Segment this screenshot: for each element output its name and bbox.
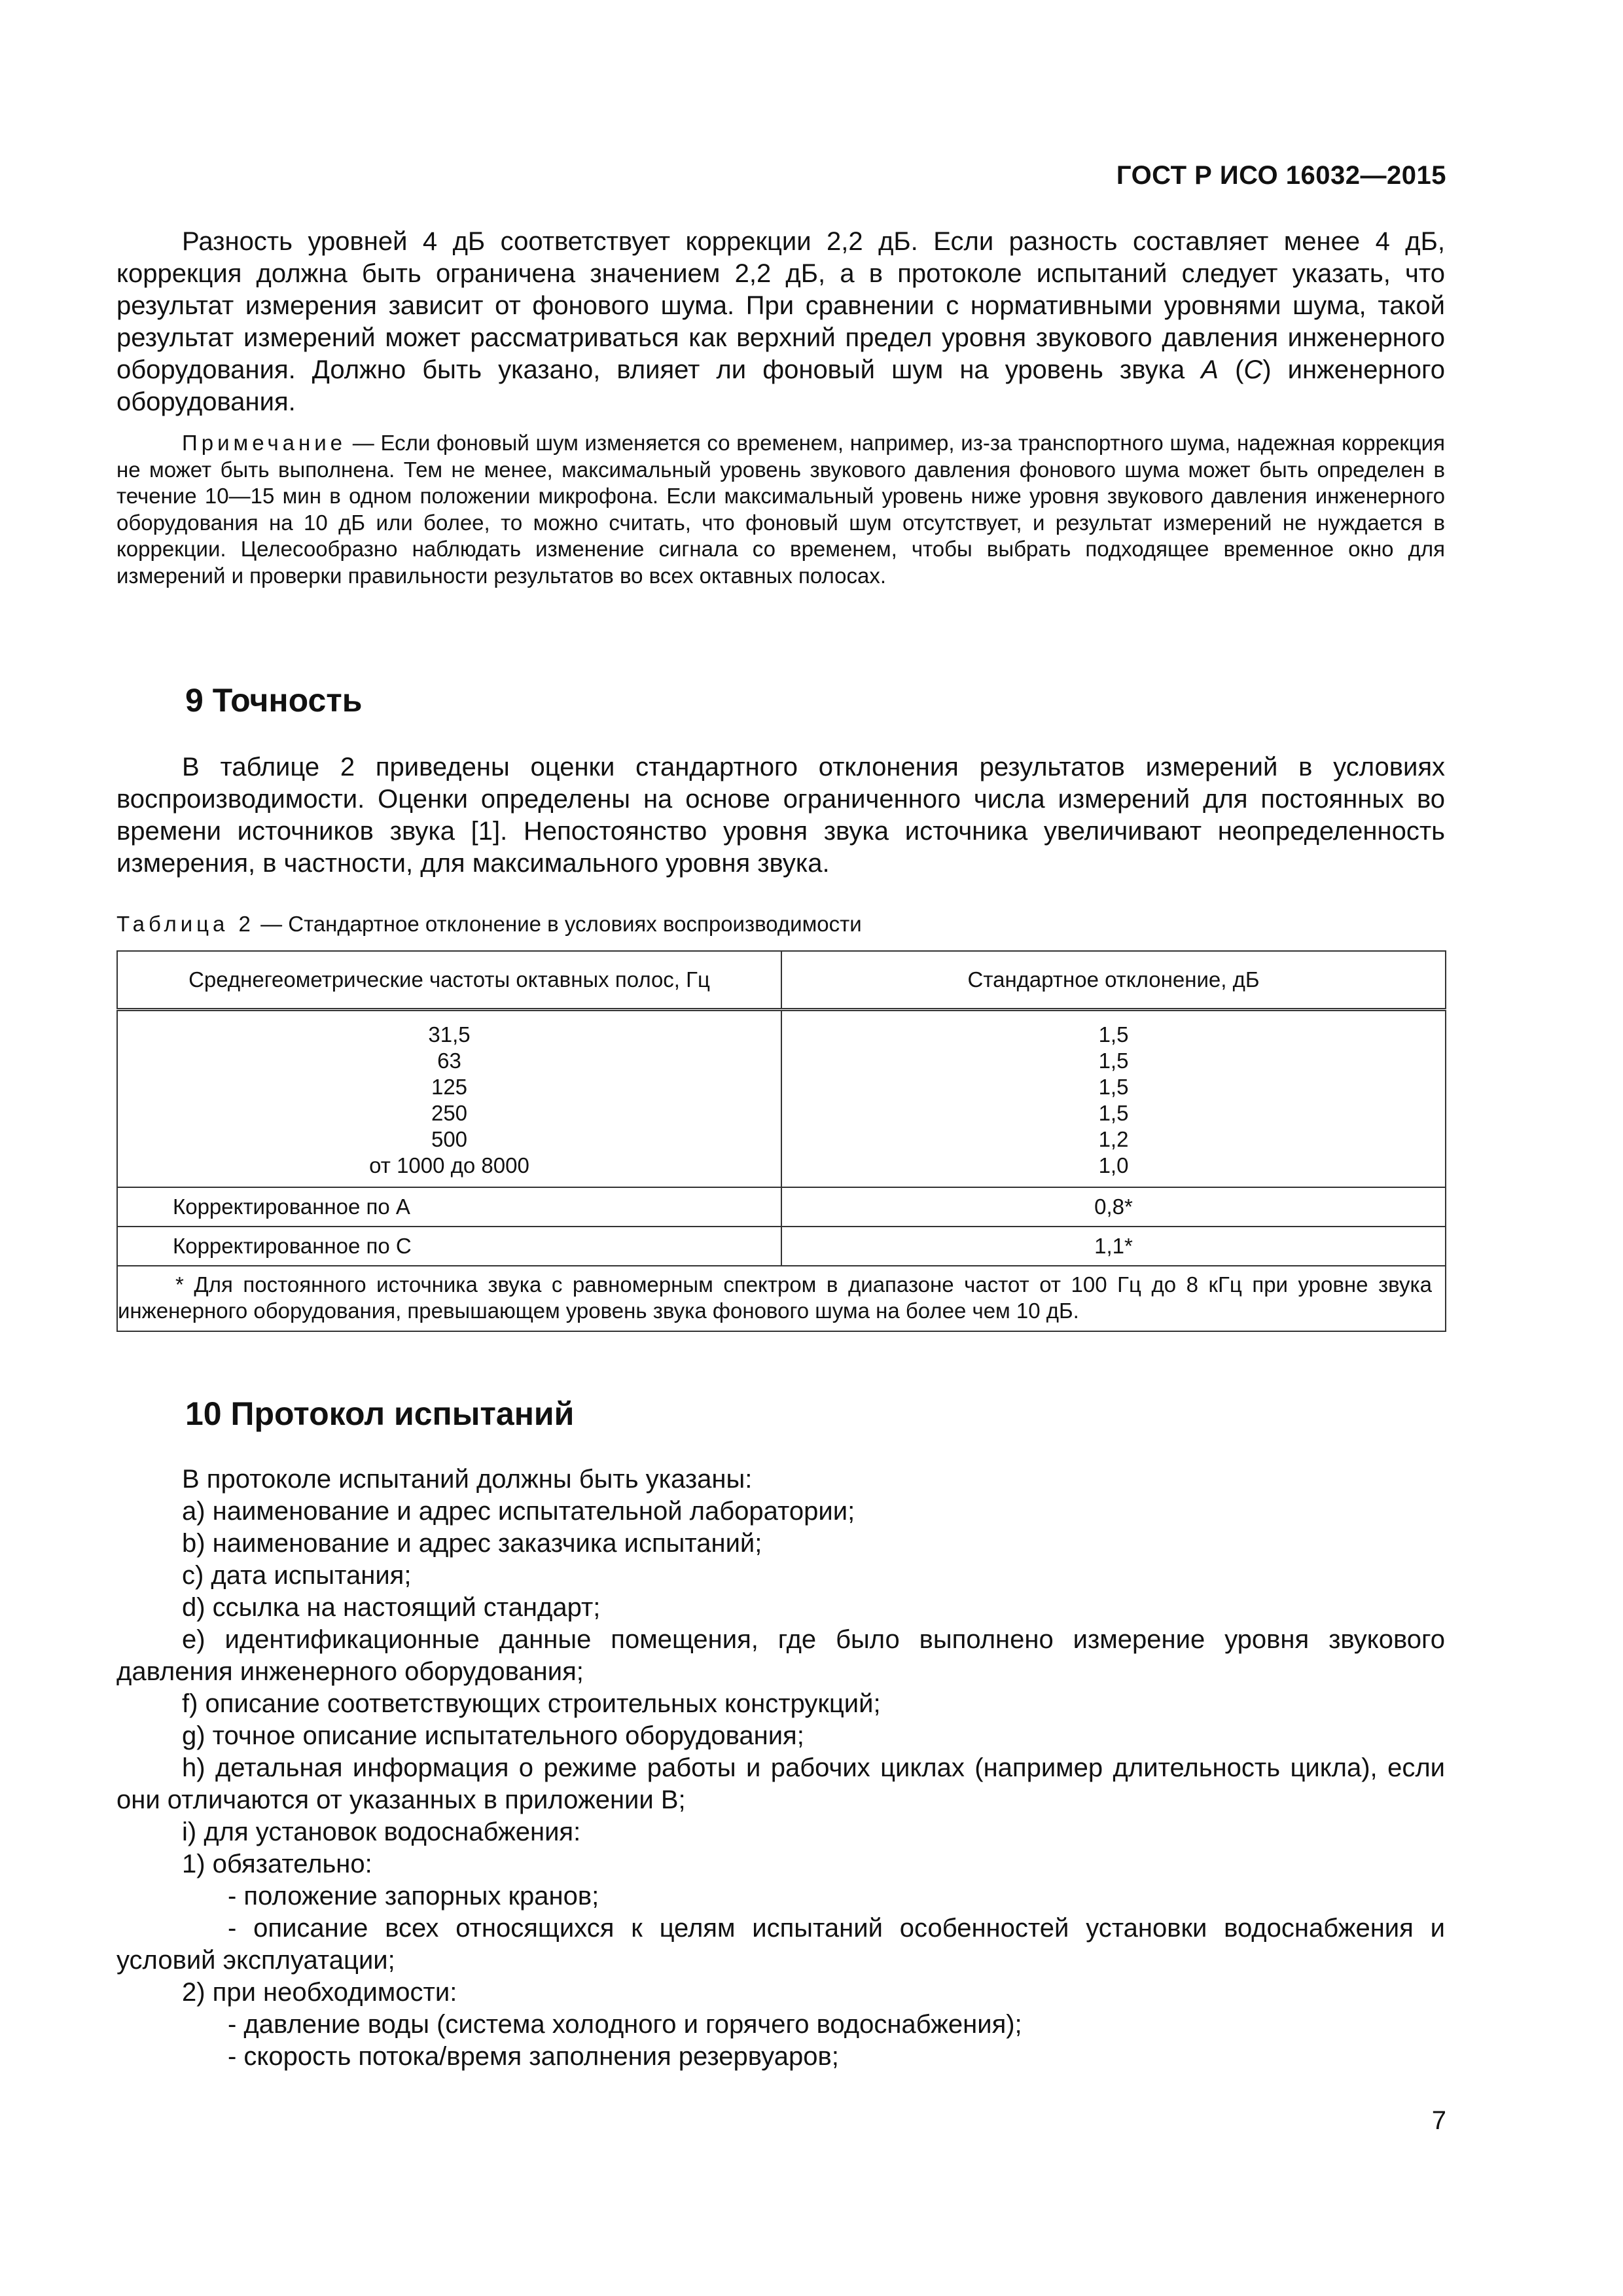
section-9-title: 9 Точность <box>185 682 363 719</box>
deviation-value: 1,5 <box>1098 1101 1129 1125</box>
table-row-octaves <box>117 1010 1446 1188</box>
c-weighted-value: 1,1* <box>781 1227 1446 1266</box>
list-item-f: f) описание соответствующих строительных конструкций; <box>182 1689 881 1718</box>
table-caption <box>116 911 1445 937</box>
table-row-a-weighted <box>117 1187 1446 1227</box>
frequency-value: 250 <box>431 1101 468 1125</box>
list-item-h: h) детальная информация о режиме работы и рабочих циклах (например длительность цикла), если они отличаются от указанных в приложении В; <box>116 1753 1445 1814</box>
list-item-i2: 2) при необходимости: <box>182 1978 457 2007</box>
intro-text-a: Разность уровней 4 дБ соответствует коррекции 2,2 дБ. Если разность составляет менее 4 дБ, коррекция должна быть ограничена значением 2,2 дБ, а в протоколе испытаний следует указать, что результат измерения зависит от фонового шума. При сравнении с нормативными уровнями шума, такой результат измерений может рассматриваться как верхний предел уровня звукового давления инженерного оборудования. Должно быть указано, влияет ли фоновый шум на уровень звука <box>116 227 1445 384</box>
list-item-b: b) наименование и адрес заказчика испытаний; <box>182 1529 762 1558</box>
deviation-value: 1,0 <box>1098 1153 1129 1177</box>
intro-paragraph <box>116 226 1445 418</box>
intro-letter-a: A <box>1201 355 1219 384</box>
frequency-cell <box>117 1010 781 1188</box>
list-item-i1: 1) обязательно: <box>182 1850 372 1878</box>
list-subitem: - описание всех относящихся к целям испытаний особенностей установки водоснабжения и условий эксплуатации; <box>116 1914 1445 1975</box>
table-caption-text: — Стандартное отклонение в условиях воспроизводимости <box>254 912 862 936</box>
page-number: 7 <box>1431 2106 1446 2135</box>
deviation-value: 1,5 <box>1098 1049 1129 1073</box>
section-10 <box>116 1394 1445 2073</box>
table-caption-label: Таблица 2 <box>116 912 255 936</box>
table-footnote: * Для постоянного источника звука с равномерным спектром в диапазоне частот от 100 Гц до 8 кГц при уровне звука инженерного оборудования, превышающем уровень звука фонового шума на более чем 10 дБ. <box>117 1266 1446 1331</box>
frequency-value: 500 <box>431 1127 468 1151</box>
frequency-value: от 1000 до 8000 <box>369 1153 529 1177</box>
intro-text-mid: ( <box>1218 355 1244 384</box>
section-9 <box>116 681 1445 1332</box>
a-weighted-label: Корректированное по А <box>117 1187 781 1227</box>
list-item-e: e) идентификационные данные помещения, где было выполнено измерение уровня звукового давления инженерного оборудования; <box>116 1625 1445 1686</box>
deviation-value: 1,5 <box>1098 1075 1129 1099</box>
list-subitem: - положение запорных кранов; <box>228 1882 599 1910</box>
list-subitem: - скорость потока/время заполнения резервуаров; <box>228 2042 839 2071</box>
list-subitem: - давление воды (система холодного и горячего водоснабжения); <box>228 2010 1022 2039</box>
list-lead: В протоколе испытаний должны быть указаны: <box>182 1465 753 1494</box>
list-item-d: d) ссылка на настоящий стандарт; <box>182 1593 601 1622</box>
section-10-title: 10 Протокол испытаний <box>185 1395 575 1432</box>
table-footnote-row <box>117 1266 1446 1331</box>
deviation-table <box>116 950 1446 1332</box>
frequency-value: 63 <box>437 1049 461 1073</box>
list-item-a: a) наименование и адрес испытательной лаборатории; <box>182 1497 855 1526</box>
table-header-deviation: Стандартное отклонение, дБ <box>781 951 1446 1010</box>
section-9-text: В таблице 2 приведены оценки стандартного отклонения результатов измерений в условиях воспроизводимости. Оценки определены на основе ограниченного числа измерений для постоянных во времени источников звука [1]. Непостоянство уровня звука источника увеличивают неопределенность измерения, в частности, для максимального уровня звука. <box>116 753 1445 878</box>
intro-text-b: ) инженерного оборудования. <box>116 355 1445 416</box>
list-item-c: c) дата испытания; <box>182 1561 412 1590</box>
intro-block <box>116 226 1445 589</box>
table-row-c-weighted <box>117 1227 1446 1266</box>
list-item-g: g) точное описание испытательного оборудования; <box>182 1721 804 1750</box>
note-paragraph <box>116 430 1445 589</box>
deviation-value: 1,2 <box>1098 1127 1129 1151</box>
note-label: Примечание <box>182 431 347 455</box>
frequency-value: 31,5 <box>428 1022 471 1047</box>
table-header-frequency: Среднегеометрические частоты октавных полос, Гц <box>117 951 781 1010</box>
c-weighted-label: Корректированное по С <box>117 1227 781 1266</box>
intro-letter-c: C <box>1243 355 1263 384</box>
a-weighted-value: 0,8* <box>781 1187 1446 1227</box>
standard-header: ГОСТ Р ИСО 16032—2015 <box>1116 161 1446 190</box>
note-text: — Если фоновый шум изменяется со временем, например, из-за транспортного шума, надежная коррекция не может быть выполнена. Тем не менее, максимальный уровень звукового давления фонового шума может быть определен в течение 10—15 мин в одном положении микрофона. Если максимальный уровень ниже уровня звукового давления инженерного оборудования на 10 дБ или более, то можно считать, что фоновый шум отсутствует, и результат измерений не нуждается в коррекции. Целесообразно наблюдать изменение сигнала со временем, чтобы выбрать подходящее временное окно для измерений и проверки правильности результатов во всех октавных полосах. <box>116 431 1445 588</box>
frequency-value: 125 <box>431 1075 468 1099</box>
table-header-row <box>117 951 1446 1010</box>
deviation-value: 1,5 <box>1098 1022 1129 1047</box>
list-item-i: i) для установок водоснабжения: <box>182 1818 581 1846</box>
deviation-cell <box>781 1010 1446 1188</box>
